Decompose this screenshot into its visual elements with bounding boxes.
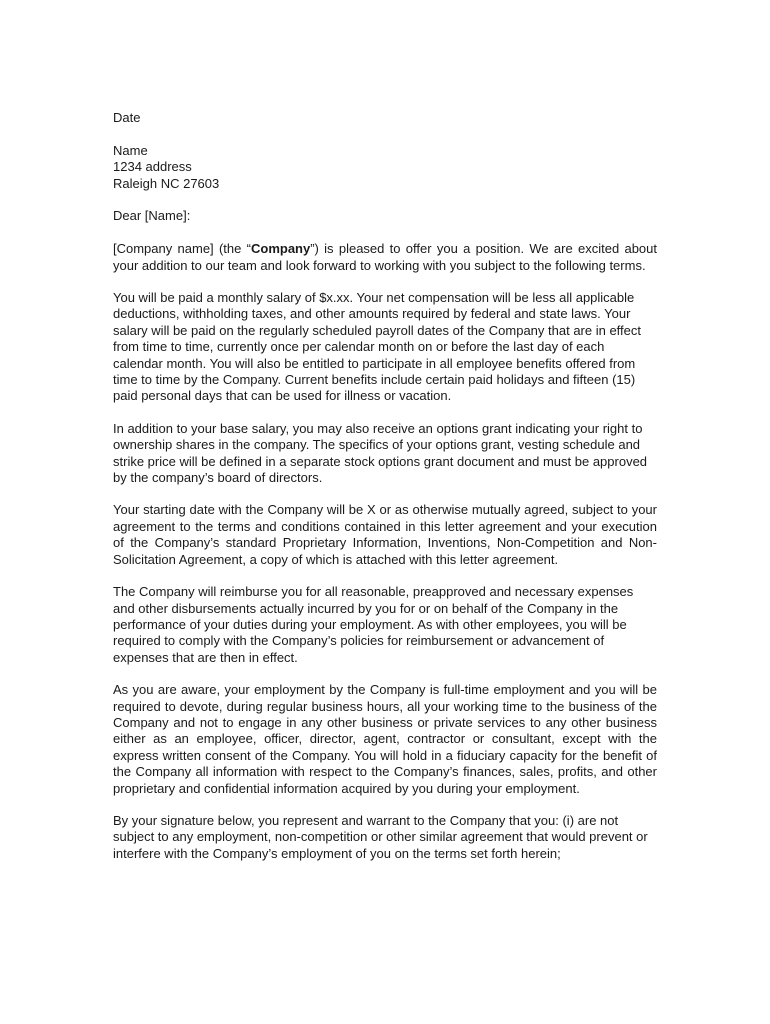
salary-paragraph: You will be paid a monthly salary of $x.xx. Your net compensation will be less all applicable deductions, withholding taxes, and other amounts required by federal and state laws. Your salary will be paid on the regularly scheduled payroll dates of the Company that are in effect from time to time, currently once per calendar month on or before the last day of each calendar month. You will also be entitled to participate in all employee benefits offered from time to time by the Company. Current benefits include certain paid holidays and fifteen (15) paid personal days that can be used for illness or vacation. [113, 290, 642, 404]
recipient-city: Raleigh NC 27603 [113, 175, 220, 191]
reimbursement-paragraph: The Company will reimburse you for all reasonable, preapproved and necessary expenses and other disbursements actually incurred by you for or on behalf of the Company in the performance of your duties during your employment. As with other employees, you will be required to comply with the Company’s policies for reimbursement or advancement of expenses that are then in effect. [113, 584, 634, 665]
representation-paragraph: By your signature below, you represent and warrant to the Company that you: (i) are not subject to any employment, non-competition or other similar agreement that would prevent or interfere with the Company’s employment of you on the terms set forth herein; [113, 812, 648, 861]
date-label: Date [113, 110, 141, 125]
letter-body [113, 110, 657, 878]
recipient-block [113, 143, 657, 192]
full-time-paragraph: As you are aware, your employment by the Company is full-time employment and you will be required to devote, during regular business hours, all your working time to the business of the Company and not to engage in any other business or private services to any other business either as an employee, officer, director, agent, contractor or consultant, except with the express written consent of the Company. You will hold in a fiduciary capacity for the benefit of the Company all information with respect to the Company’s finances, sales, profits, and other proprietary and confidential information acquired by you during your employment. [113, 682, 657, 796]
salutation: Dear [Name]: [113, 208, 191, 224]
recipient-name: Name [113, 142, 148, 158]
company-defined-term: Company [250, 241, 311, 257]
intro-text-before: [Company name] (the “ [113, 241, 251, 257]
recipient-address: 1234 address [113, 159, 192, 175]
intro-paragraph [113, 241, 657, 274]
options-paragraph: In addition to your base salary, you may also receive an options grant indicating your right to ownership shares in the company. The specifics of your options grant, vesting schedule and strike price will be defined in a separate stock options grant document and must be approved by the company’s board of directors. [113, 420, 648, 486]
start-date-paragraph: Your starting date with the Company will be X or as otherwise mutually agreed, subject to your agreement to the terms and conditions contained in this letter agreement and your execution of the Company’s standard Proprietary Information, Inventions, Non-Competition and Non-Solicitation Agreement, a copy of which is attached with this letter agreement. [113, 502, 657, 567]
intro-text-after: ”) is pleased to offer you a position. We are excited about your addition to our team and look forward to working with you subject to the following terms. [113, 241, 657, 273]
